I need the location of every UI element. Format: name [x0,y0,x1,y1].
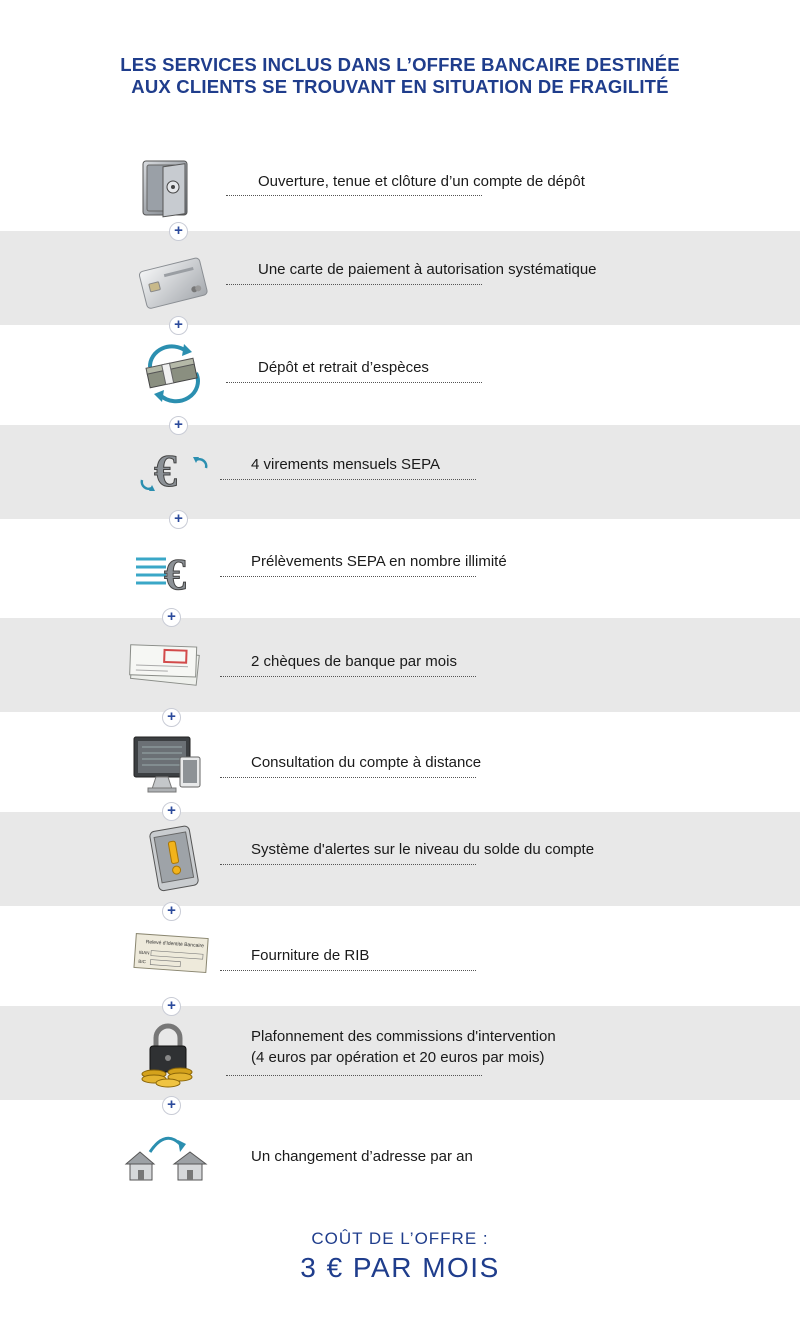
plus-separator: + [162,997,181,1016]
rib-bic-text: BIC [138,958,147,965]
service-label: Consultation du compte à distance [251,754,482,771]
svg-text:€: € [164,550,186,599]
page-title [0,54,800,98]
service-label: 4 virements mensuels SEPA [251,456,440,473]
checks-icon [128,638,204,702]
dotted-underline [226,382,482,383]
plus-separator: + [162,802,181,821]
service-label: Dépôt et retrait d’espèces [258,359,429,376]
plus-separator: + [169,316,188,335]
title-line-2: AUX CLIENTS SE TROUVANT EN SITUATION DE FRAGILITÉ [131,76,669,97]
cash-cycle-icon [134,339,210,403]
cost-value: 3 € PAR MOIS [300,1252,500,1283]
service-label: Prélèvements SEPA en nombre illimité [251,553,507,570]
title-line-1: LES SERVICES INCLUS DANS L’OFFRE BANCAIRE DESTINÉE [120,54,680,75]
house-move-icon [122,1130,198,1194]
padlock-coins-icon [134,1018,210,1082]
plus-separator: + [162,708,181,727]
dotted-underline [220,576,476,577]
service-label: Ouverture, tenue et clôture d’un compte de dépôt [258,173,585,190]
service-label: Système d'alertes sur le niveau du solde du compte [251,841,595,858]
plus-separator: + [162,608,181,627]
phone-alert-icon [138,824,214,888]
cost-heading: COÛT DE L’OFFRE : [311,1229,489,1248]
bank-card-icon [136,250,212,314]
plus-separator: + [169,416,188,435]
computer-tablet-icon [130,733,206,797]
plus-separator: + [169,510,188,529]
safe-icon [133,157,209,221]
euro-debit-icon [132,545,208,609]
dotted-underline [220,676,476,677]
rib-title-text: Relevé d'Identité Bancaire [145,939,205,950]
rib-document-icon [131,930,207,994]
plus-separator: + [162,902,181,921]
rib-iban-text: IBAN [138,949,150,956]
dotted-underline [220,970,476,971]
svg-text:€: € [154,445,177,496]
dotted-underline [220,864,476,865]
service-label: 2 chèques de banque par mois [251,653,457,670]
dotted-underline [226,195,482,196]
dotted-underline [226,1075,482,1076]
service-label: Fourniture de RIB [251,947,370,964]
plus-separator: + [162,1096,181,1115]
dotted-underline [220,479,476,480]
service-label: Un changement d’adresse par an [251,1148,473,1165]
dotted-underline [220,777,476,778]
dotted-underline [226,284,482,285]
service-label-line-2: (4 euros par opération et 20 euros par mois) [251,1049,545,1066]
plus-separator: + [169,222,188,241]
service-label: Plafonnement des commissions d'intervention [251,1028,556,1045]
euro-transfer-icon [136,440,212,504]
service-label: Une carte de paiement à autorisation systématique [258,261,597,278]
